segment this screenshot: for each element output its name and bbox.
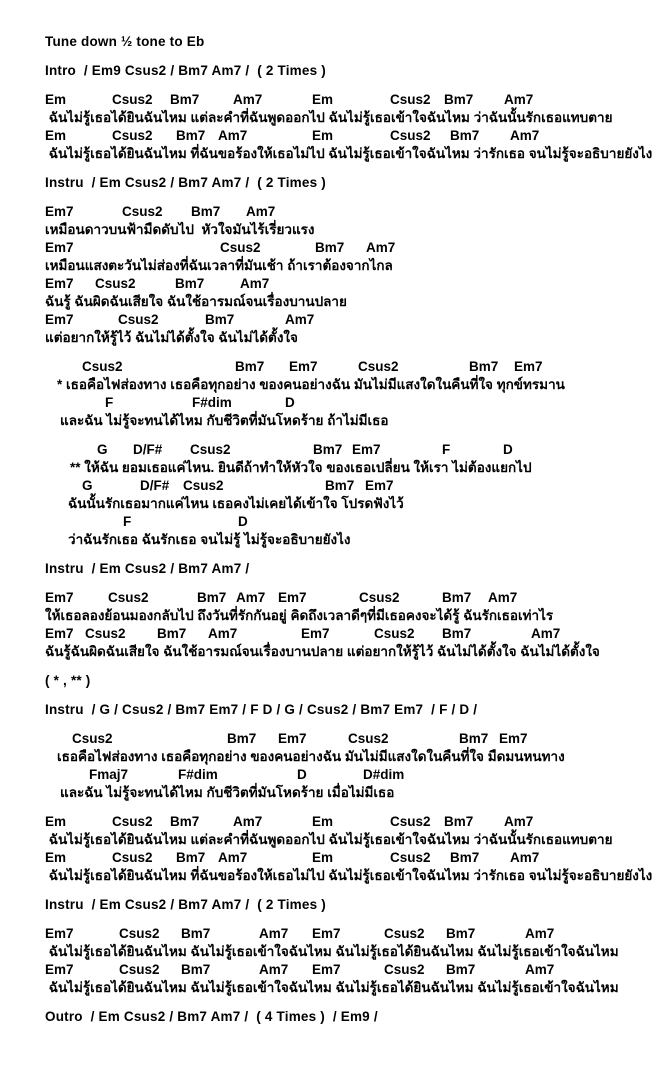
chord: Bm7 [459, 731, 489, 746]
chord: Csus2 [112, 92, 153, 107]
chord: Am7 [504, 814, 534, 829]
chord: Bm7 [235, 359, 265, 374]
chord: D#dim [363, 767, 405, 782]
chord: Bm7 [313, 442, 343, 457]
chord: Bm7 [191, 204, 221, 219]
lyric-line: ว่าฉันรักเธอ ฉันรักเธอ จนไม่รู้ ไม่รู้จะอธิบายยังไง [68, 532, 351, 547]
chord: Csus2 [374, 626, 415, 641]
chord: Em [45, 128, 67, 143]
section-label: Instru / G / Csus2 / Bm7 Em7 / F D / G / Csus2 / Bm7 Em7 / F / D / [45, 702, 478, 717]
chord: Am7 [240, 276, 270, 291]
chord: G [97, 442, 108, 457]
chord: Bm7 [444, 92, 474, 107]
chord: Bm7 [315, 240, 345, 255]
chord: Bm7 [442, 626, 472, 641]
verse-section [0, 589, 666, 661]
chord: Am7 [510, 128, 540, 143]
chord: Bm7 [446, 926, 476, 941]
chord: G [82, 478, 93, 493]
chord: Csus2 [384, 962, 425, 977]
chord: Em7 [352, 442, 381, 457]
chord: Em7 [312, 926, 341, 941]
chord: Csus2 [112, 814, 153, 829]
chord-line [45, 730, 666, 748]
label-section [0, 896, 666, 914]
section-label: Intro / Em9 Csus2 / Bm7 Am7 / ( 2 Times ) [45, 63, 326, 78]
chord: Csus2 [384, 926, 425, 941]
lyric-line: เธอคือไฟส่องทาง เธอคือทุกอย่าง ของคนอย่างฉัน มันไม่มีแสงใดในคืนที่ใจ มืดมนหนทาง [57, 749, 565, 764]
chord-line [45, 766, 666, 784]
chord: Em7 [301, 626, 330, 641]
chord: Em7 [278, 731, 307, 746]
chord: Am7 [233, 92, 263, 107]
chord: Fmaj7 [89, 767, 129, 782]
chord: Bm7 [450, 128, 480, 143]
song-sections [0, 62, 666, 1026]
chord: Bm7 [157, 626, 187, 641]
chord: Em [312, 850, 334, 865]
chord-line [45, 311, 666, 329]
chord: Bm7 [444, 814, 474, 829]
verse-section [0, 358, 666, 430]
chord: Bm7 [176, 128, 206, 143]
label-section [0, 174, 666, 192]
chord: Am7 [246, 204, 276, 219]
chord: Em7 [278, 590, 307, 605]
chord-line [45, 813, 666, 831]
chord: Csus2 [190, 442, 231, 457]
chord: Em7 [45, 204, 74, 219]
chord: Am7 [488, 590, 518, 605]
tuning-section [0, 33, 666, 51]
chord: Bm7 [446, 962, 476, 977]
chord-line [45, 394, 666, 412]
lyric-line: ฉันนั้นรักเธอมากแค่ไหน เธอคงไม่เคยได้เข้าใจ โปรดฟังไว้ [68, 496, 404, 511]
chord-line [45, 961, 666, 979]
chord: Csus2 [82, 359, 123, 374]
chord: Em [312, 814, 334, 829]
chord: Am7 [504, 92, 534, 107]
chord-line [45, 441, 666, 459]
chord: F [105, 395, 114, 410]
chord: Em7 [45, 312, 74, 327]
lyric-line: ** ให้ฉัน ยอมเธอแค่ไหน. ยินดีถ้าทำให้หัวใจ ของเธอเปลี่ยน ให้เรา ไม่ต้องแยกไป [70, 460, 532, 475]
chord: Bm7 [175, 276, 205, 291]
chord: Csus2 [118, 312, 159, 327]
chord: Am7 [285, 312, 315, 327]
chord: Csus2 [390, 128, 431, 143]
chord: Am7 [531, 626, 561, 641]
chord: D [285, 395, 295, 410]
lyric-line: ฉันไม่รู้เธอได้ยินฉันไหม แต่ละคำที่ฉันพูดออกไป ฉันไม่รู้เธอเข้าใจฉันไหม ว่าฉันนั้นรักเธอแทบตาย [45, 110, 613, 125]
chord-line [45, 358, 666, 376]
chord: Am7 [233, 814, 263, 829]
lyric-line: ให้เธอลองย้อนมองกลับไป ถึงวันที่รักกันอยู่ คิดถึงเวลาดีๆที่มีเธอคงจะได้รู้ ฉันรักเธอเท่าไร [45, 608, 554, 623]
label-section [0, 560, 666, 578]
lyric-line: และฉัน ไม่รู้จะทนได้ไหม กับชีวิตที่มันโหดร้าย เมื่อไม่มีเธอ [60, 785, 395, 800]
chord: Em [45, 92, 67, 107]
chord: Am7 [218, 850, 248, 865]
chord: Bm7 [469, 359, 499, 374]
chord: D [297, 767, 307, 782]
chord-line [45, 127, 666, 145]
chord: D [503, 442, 513, 457]
lyric-line: ฉันรู้ ฉันผิดฉันเสียใจ ฉันใช้อารมณ์จนเรื่องบานปลาย [45, 294, 347, 309]
chord: Em7 [499, 731, 528, 746]
lyric-line: ฉันไม่รู้เธอได้ยินฉันไหม ที่ฉันขอร้องให้เธอไม่ไป ฉันไม่รู้เธอเข้าใจฉันไหม ว่ารักเธอ จนไม่รู้จะอธิบายยังไง [45, 146, 653, 161]
chord: Bm7 [170, 92, 200, 107]
chord: Csus2 [72, 731, 113, 746]
chord: D [238, 514, 248, 529]
chord: Am7 [525, 962, 555, 977]
chord-line [45, 239, 666, 257]
chord: Bm7 [170, 814, 200, 829]
chord: Am7 [259, 926, 289, 941]
chord: Am7 [236, 590, 266, 605]
chord: Em7 [45, 590, 74, 605]
chord: Em7 [312, 962, 341, 977]
lyric-line: แต่อยากให้รู้ไว้ ฉันไม่ได้ตั้งใจ ฉันไม่ได้ตั้งใจ [45, 330, 298, 345]
chord: Csus2 [95, 276, 136, 291]
chord: Csus2 [108, 590, 149, 605]
chord: Csus2 [122, 204, 163, 219]
chord: Em7 [45, 626, 74, 641]
chord: Am7 [208, 626, 238, 641]
chord-line [45, 849, 666, 867]
chord: Bm7 [176, 850, 206, 865]
chord-line [45, 589, 666, 607]
chord: Bm7 [181, 962, 211, 977]
verse-section [0, 730, 666, 802]
chord-line [45, 203, 666, 221]
chord: Bm7 [181, 926, 211, 941]
section-label: Instru / Em Csus2 / Bm7 Am7 / [45, 561, 250, 576]
lyric-line: เหมือนดาวบนฟ้ามืดดับไป หัวใจมันไร้เรี่ยวแรง [45, 222, 315, 237]
chord: Bm7 [205, 312, 235, 327]
verse-section [0, 203, 666, 347]
chord: Bm7 [450, 850, 480, 865]
label-section [0, 701, 666, 719]
chord: F [123, 514, 132, 529]
label-section [0, 62, 666, 80]
chord: Csus2 [112, 128, 153, 143]
lyric-line: ฉันไม่รู้เธอได้ยินฉันไหม แต่ละคำที่ฉันพูดออกไป ฉันไม่รู้เธอเข้าใจฉันไหม ว่าฉันนั้นรักเธอแทบตาย [45, 832, 613, 847]
label-section [0, 1008, 666, 1026]
verse-section [0, 91, 666, 163]
chord: Csus2 [390, 814, 431, 829]
verse-section [0, 813, 666, 885]
chord: Csus2 [119, 962, 160, 977]
chord: Em [312, 92, 334, 107]
lyric-line: และฉัน ไม่รู้จะทนได้ไหม กับชีวิตที่มันโหดร้าย ถ้าไม่มีเธอ [60, 413, 389, 428]
chord: Em [45, 814, 67, 829]
chord: Em [45, 850, 67, 865]
chord: Em [312, 128, 334, 143]
chord: Csus2 [359, 590, 400, 605]
chord: Bm7 [227, 731, 257, 746]
section-label: Instru / Em Csus2 / Bm7 Am7 / ( 2 Times ) [45, 897, 326, 912]
chord-line [45, 477, 666, 495]
chord: Csus2 [358, 359, 399, 374]
chord: Em7 [45, 240, 74, 255]
chord: Am7 [259, 962, 289, 977]
chord-line [45, 925, 666, 943]
tuning-note: Tune down ½ tone to Eb [45, 34, 205, 49]
chord: Am7 [218, 128, 248, 143]
chord: Csus2 [220, 240, 261, 255]
label-section [0, 672, 666, 690]
chord-line [45, 91, 666, 109]
chord: Csus2 [183, 478, 224, 493]
chord: Em7 [45, 276, 74, 291]
lyric-line: ฉันรู้ฉันผิดฉันเสียใจ ฉันใช้อารมณ์จนเรื่องบานปลาย แต่อยากให้รู้ไว้ ฉันไม่ได้ตั้งใจ ฉันไม่ได้ตั้งใจ [45, 644, 600, 659]
chord: Am7 [525, 926, 555, 941]
section-label: Instru / Em Csus2 / Bm7 Am7 / ( 2 Times ) [45, 175, 326, 190]
chord: Am7 [510, 850, 540, 865]
section-label: ( * , ** ) [45, 673, 91, 688]
lyric-line: ฉันไม่รู้เธอได้ยินฉันไหม ฉันไม่รู้เธอเข้าใจฉันไหม ฉันไม่รู้เธอได้ยินฉันไหม ฉันไม่รู้เธอเข้าใจฉันไหม [45, 944, 619, 959]
lyric-line: * เธอคือไฟส่องทาง เธอคือทุกอย่าง ของคนอย่างฉัน มันไม่มีแสงใดในคืนที่ใจ ทุกข์ทรมาน [57, 377, 565, 392]
chord: Csus2 [112, 850, 153, 865]
chord: Csus2 [119, 926, 160, 941]
chord: Csus2 [390, 850, 431, 865]
lyric-line: ฉันไม่รู้เธอได้ยินฉันไหม ฉันไม่รู้เธอเข้าใจฉันไหม ฉันไม่รู้เธอได้ยินฉันไหม ฉันไม่รู้เธอเข้าใจฉันไหม [45, 980, 619, 995]
chord: Em7 [45, 926, 74, 941]
section-label: Outro / Em Csus2 / Bm7 Am7 / ( 4 Times ) / Em9 / [45, 1009, 378, 1024]
chord: Csus2 [85, 626, 126, 641]
chord-line [45, 625, 666, 643]
chord: Em7 [289, 359, 318, 374]
chord-line [45, 275, 666, 293]
chord: F [442, 442, 451, 457]
chord: Em7 [45, 962, 74, 977]
chord: Bm7 [442, 590, 472, 605]
verse-section [0, 925, 666, 997]
chord: D/F# [140, 478, 170, 493]
chord: F#dim [178, 767, 218, 782]
chord: Csus2 [390, 92, 431, 107]
lyric-line: ฉันไม่รู้เธอได้ยินฉันไหม ที่ฉันขอร้องให้เธอไม่ไป ฉันไม่รู้เธอเข้าใจฉันไหม ว่ารักเธอ จนไม่รู้จะอธิบายยังไง [45, 868, 653, 883]
chord: D/F# [133, 442, 163, 457]
chord: Bm7 [325, 478, 355, 493]
verse-section [0, 441, 666, 549]
chord: F#dim [192, 395, 232, 410]
chord-line [45, 513, 666, 531]
chord: Am7 [366, 240, 396, 255]
chord: Bm7 [197, 590, 227, 605]
chord: Csus2 [348, 731, 389, 746]
chord: Em7 [514, 359, 543, 374]
lyric-line: เหมือนแสงตะวันไม่ส่องที่ฉันเวลาที่มันเช้า ถ้าเราต้องจากไกล [45, 258, 393, 273]
chord: Em7 [365, 478, 394, 493]
